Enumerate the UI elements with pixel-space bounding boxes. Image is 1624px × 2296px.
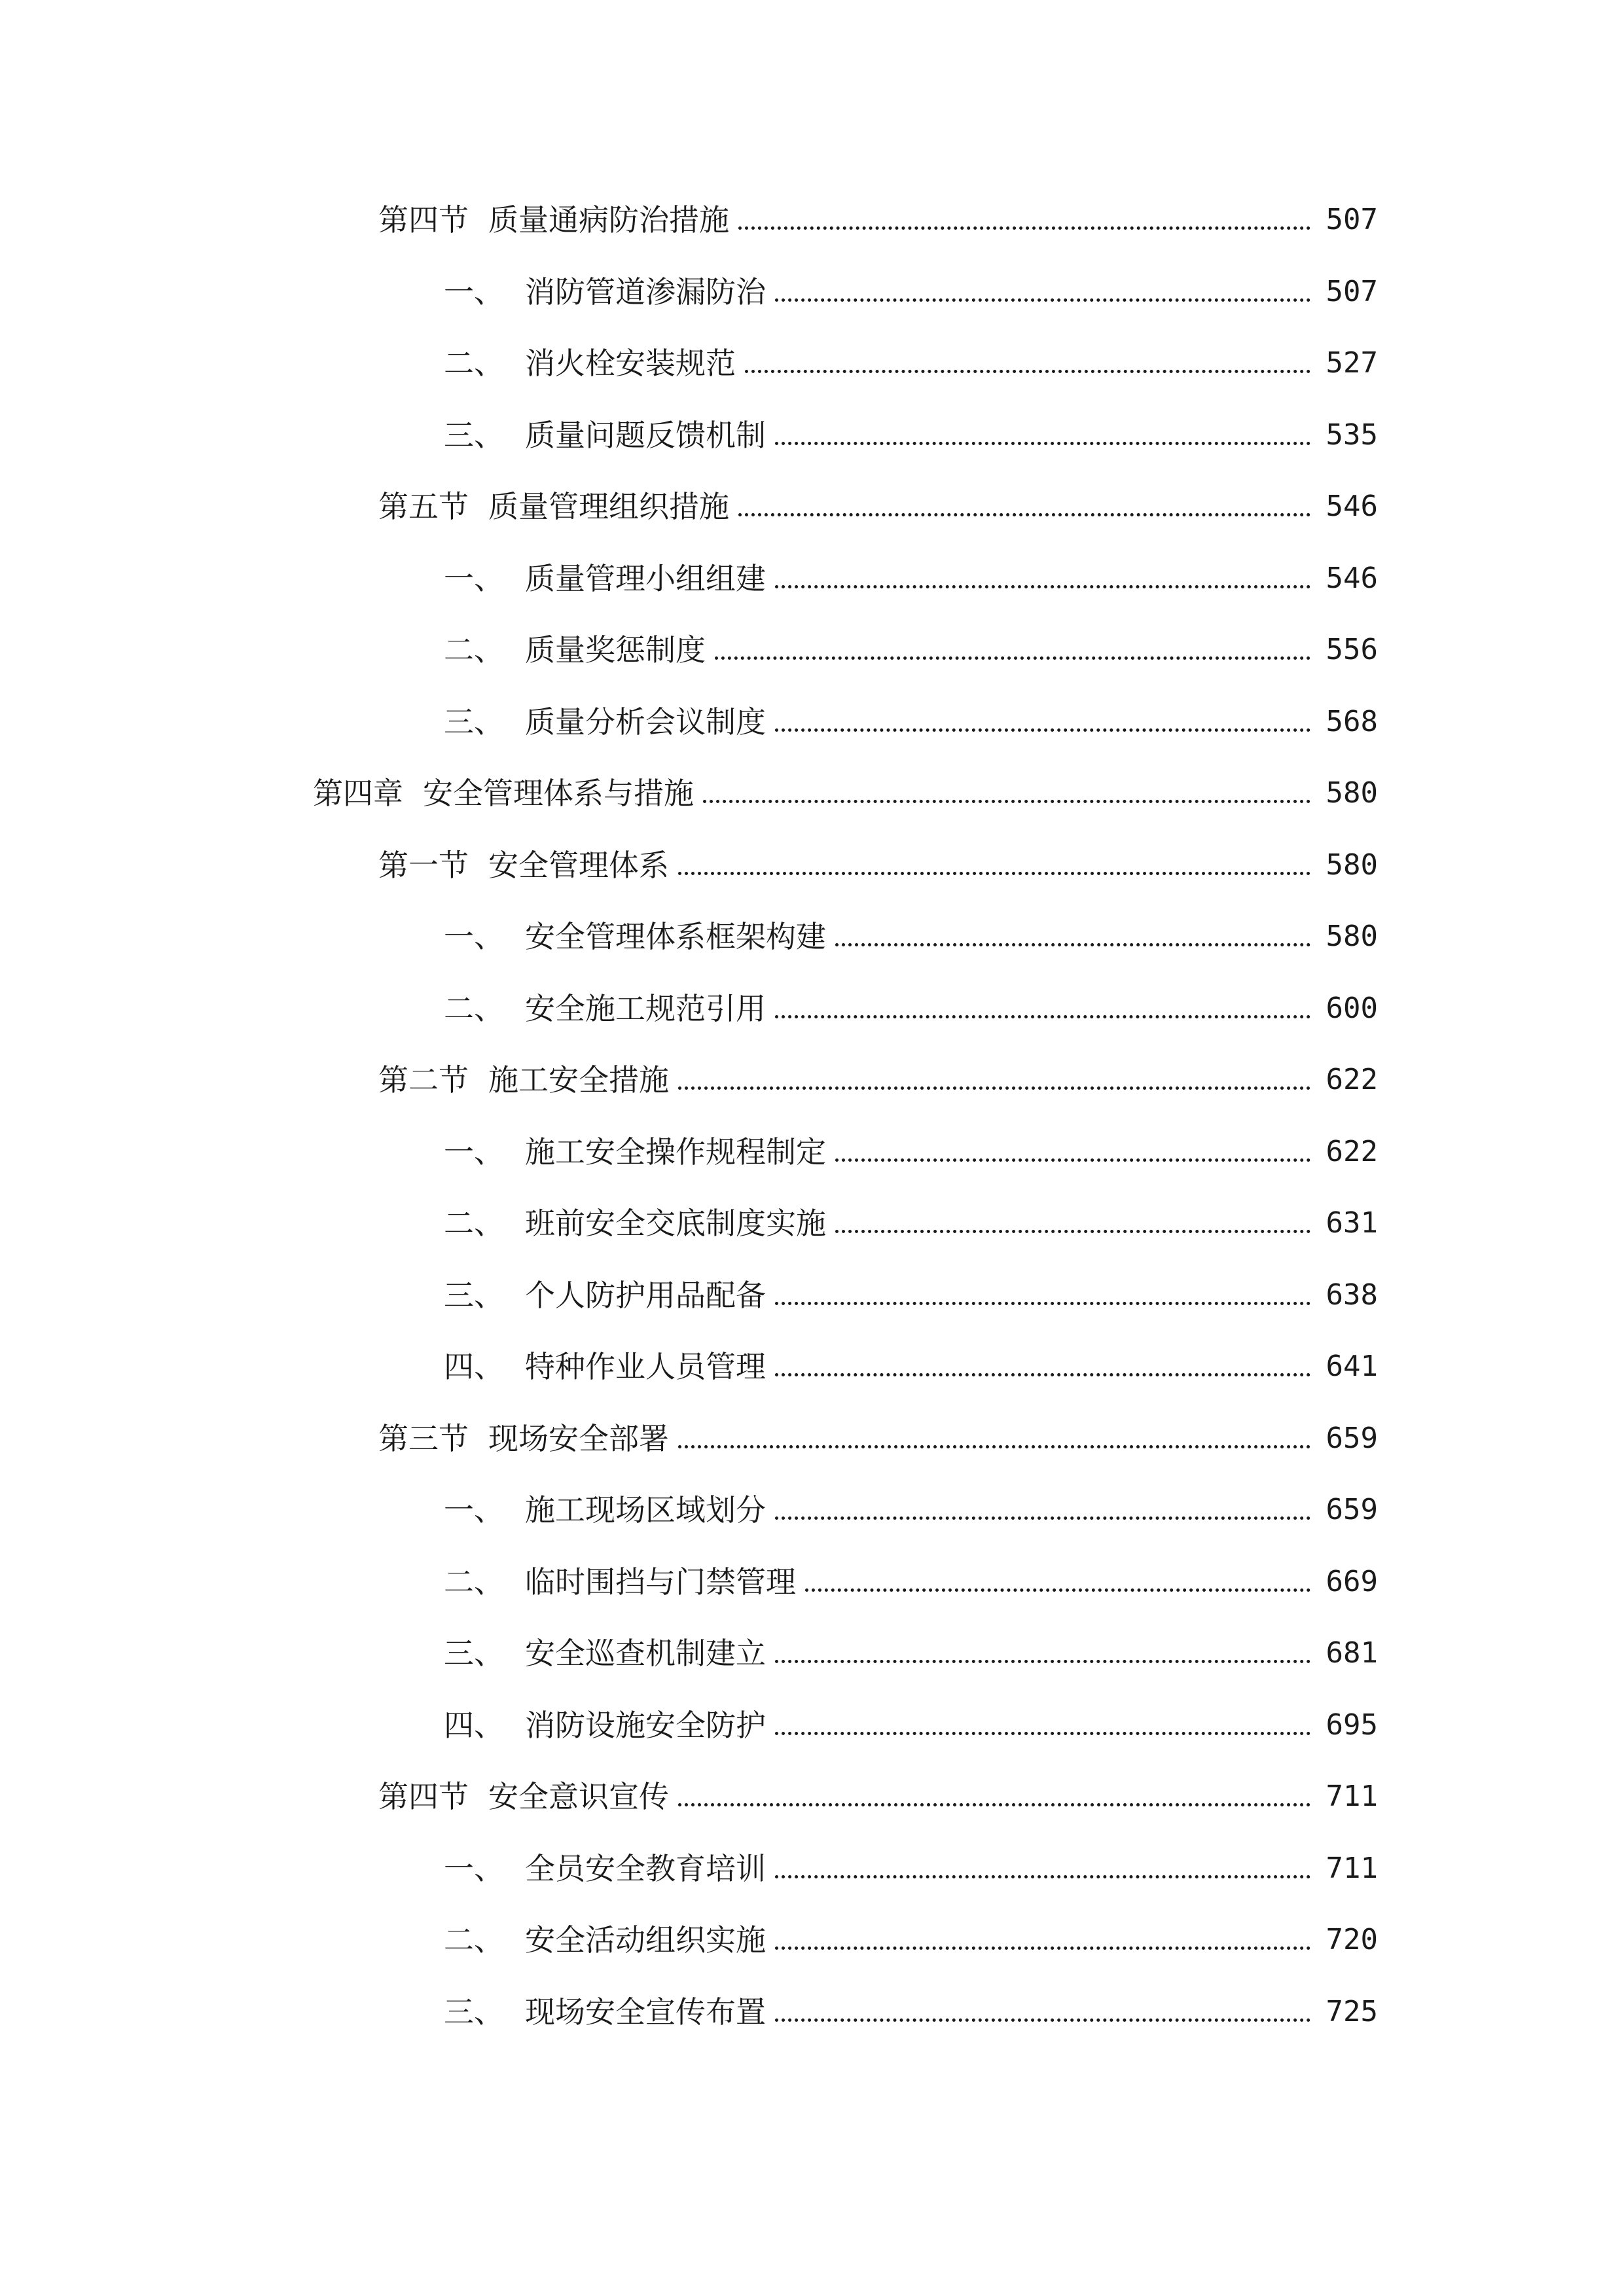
toc-page-number: 720 [1326, 1923, 1378, 1956]
toc-number: 一、 [444, 919, 504, 954]
toc-entry[interactable] [444, 1200, 1378, 1246]
toc-title: 质量奖惩制度 [525, 632, 706, 668]
toc-entry[interactable] [313, 770, 1378, 816]
toc-title: 安全管理体系 [488, 848, 669, 883]
dot-leader [738, 197, 1310, 243]
toc-page-number: 659 [1326, 1493, 1378, 1526]
dot-leader [703, 770, 1310, 816]
dot-leader [715, 627, 1310, 673]
toc-number: 三、 [444, 1994, 504, 2030]
toc-title: 现场安全部署 [488, 1421, 669, 1456]
toc-page-number: 580 [1326, 920, 1378, 953]
toc-entry[interactable] [444, 1917, 1378, 1963]
toc-entry[interactable] [444, 269, 1378, 315]
toc-title: 安全意识宣传 [488, 1779, 669, 1814]
dot-leader [775, 1702, 1310, 1748]
dot-leader [775, 1989, 1310, 2035]
toc-title: 质量通病防治措施 [488, 202, 729, 238]
dot-leader [775, 986, 1310, 1031]
toc-number: 三、 [444, 704, 504, 740]
dot-leader [745, 340, 1310, 386]
toc-number: 一、 [444, 1851, 504, 1886]
toc-title: 班前安全交底制度实施 [525, 1206, 826, 1241]
dot-leader [775, 1272, 1310, 1318]
dot-leader [775, 1630, 1310, 1676]
toc-entry[interactable] [378, 842, 1378, 888]
toc-number: 二、 [444, 1206, 504, 1241]
toc-entry[interactable] [378, 197, 1378, 243]
toc-entry[interactable] [444, 914, 1378, 960]
toc-entry[interactable] [444, 412, 1378, 458]
toc-page-number: 580 [1326, 848, 1378, 882]
toc-entry[interactable] [444, 1630, 1378, 1676]
toc-entry[interactable] [378, 484, 1378, 529]
toc-page-number: 669 [1326, 1565, 1378, 1598]
dot-leader [775, 412, 1310, 458]
toc-title: 安全巡查机制建立 [525, 1636, 766, 1671]
toc-title: 施工安全措施 [488, 1062, 669, 1098]
toc-page-number: 568 [1326, 705, 1378, 738]
dot-leader [775, 1917, 1310, 1963]
toc-title: 安全管理体系框架构建 [525, 919, 826, 954]
toc-title: 质量管理小组组建 [525, 561, 766, 596]
toc-entry[interactable] [444, 556, 1378, 601]
toc-entry[interactable] [444, 627, 1378, 673]
toc-number: 一、 [444, 1134, 504, 1170]
toc-title: 临时围挡与门禁管理 [525, 1564, 796, 1600]
toc-page-number: 641 [1326, 1350, 1378, 1383]
toc-number: 三、 [444, 1636, 504, 1671]
toc-title: 消火栓安装规范 [525, 346, 736, 381]
toc-number: 二、 [444, 1564, 504, 1600]
dot-leader [775, 269, 1310, 315]
toc-number: 二、 [444, 632, 504, 668]
dot-leader [775, 1487, 1310, 1533]
toc-page-number: 507 [1326, 275, 1378, 308]
dot-leader [775, 556, 1310, 601]
dot-leader [805, 1559, 1310, 1605]
dot-leader [835, 1200, 1310, 1246]
toc-number: 一、 [444, 561, 504, 596]
toc-number: 一、 [444, 274, 504, 310]
toc-number: 第一节 [378, 848, 469, 883]
toc-page-number: 622 [1326, 1063, 1378, 1096]
toc-page-number: 711 [1326, 1780, 1378, 1813]
toc-number: 二、 [444, 346, 504, 381]
dot-leader [678, 1774, 1310, 1820]
toc-number: 二、 [444, 991, 504, 1026]
toc-page-number: 711 [1326, 1852, 1378, 1885]
toc-title: 施工安全操作规程制定 [525, 1134, 826, 1170]
toc-page-number: 638 [1326, 1278, 1378, 1312]
toc-number: 第五节 [378, 489, 469, 524]
toc-entry[interactable] [378, 1774, 1378, 1820]
toc-entry[interactable] [378, 1416, 1378, 1462]
toc-number: 第三节 [378, 1421, 469, 1456]
toc-entry[interactable] [378, 1057, 1378, 1103]
toc-page-number: 681 [1326, 1636, 1378, 1670]
dot-leader [775, 1344, 1310, 1390]
toc-page-number: 580 [1326, 776, 1378, 810]
toc-title: 消防管道渗漏防治 [525, 274, 766, 310]
toc-number: 第四章 [313, 776, 403, 811]
toc-number: 四、 [444, 1708, 504, 1743]
toc-page-number: 659 [1326, 1422, 1378, 1455]
toc-title: 安全管理体系与措施 [423, 776, 694, 811]
toc-page-number: 600 [1326, 992, 1378, 1025]
dot-leader [678, 842, 1310, 888]
toc-title: 消防设施安全防护 [525, 1708, 766, 1743]
toc-number: 一、 [444, 1492, 504, 1528]
toc-title: 安全施工规范引用 [525, 991, 766, 1026]
toc-page-number: 725 [1326, 1995, 1378, 2028]
toc-page-number: 695 [1326, 1708, 1378, 1742]
toc-title: 个人防护用品配备 [525, 1278, 766, 1313]
toc-title: 施工现场区域划分 [525, 1492, 766, 1528]
toc-entry[interactable] [444, 699, 1378, 745]
toc-page-number: 507 [1326, 203, 1378, 236]
toc-title: 全员安全教育培训 [525, 1851, 766, 1886]
toc-page-number: 556 [1326, 633, 1378, 666]
toc-entry[interactable] [444, 1272, 1378, 1318]
toc-title: 质量问题反馈机制 [525, 418, 766, 453]
toc-entry[interactable] [444, 1702, 1378, 1748]
toc-title: 质量管理组织措施 [488, 489, 729, 524]
toc-entry[interactable] [444, 1846, 1378, 1892]
dot-leader [835, 1129, 1310, 1175]
toc-page-number: 527 [1326, 346, 1378, 380]
dot-leader [738, 484, 1310, 529]
toc-page-number: 546 [1326, 562, 1378, 595]
toc-number: 三、 [444, 418, 504, 453]
toc-entry[interactable] [444, 340, 1378, 386]
dot-leader [775, 1846, 1310, 1892]
toc-title: 特种作业人员管理 [525, 1349, 766, 1384]
toc-title: 安全活动组织实施 [525, 1922, 766, 1958]
toc-number: 四、 [444, 1349, 504, 1384]
dot-leader [775, 699, 1310, 745]
toc-number: 二、 [444, 1922, 504, 1958]
toc-number: 第四节 [378, 202, 469, 238]
toc-entry[interactable] [444, 1344, 1378, 1390]
toc-entry[interactable] [444, 1989, 1378, 2035]
dot-leader [678, 1057, 1310, 1103]
toc-number: 第二节 [378, 1062, 469, 1098]
dot-leader [835, 914, 1310, 960]
dot-leader [678, 1416, 1310, 1462]
toc-page-number: 535 [1326, 418, 1378, 452]
toc-page-number: 546 [1326, 490, 1378, 523]
toc-title: 质量分析会议制度 [525, 704, 766, 740]
toc-title: 现场安全宣传布置 [525, 1994, 766, 2030]
toc-entry[interactable] [444, 1129, 1378, 1175]
toc-entry[interactable] [444, 986, 1378, 1031]
toc-page-number: 631 [1326, 1206, 1378, 1240]
toc-entry[interactable] [444, 1487, 1378, 1533]
toc-entry[interactable] [444, 1559, 1378, 1605]
toc-number: 第四节 [378, 1779, 469, 1814]
toc-number: 三、 [444, 1278, 504, 1313]
toc-page-number: 622 [1326, 1135, 1378, 1168]
